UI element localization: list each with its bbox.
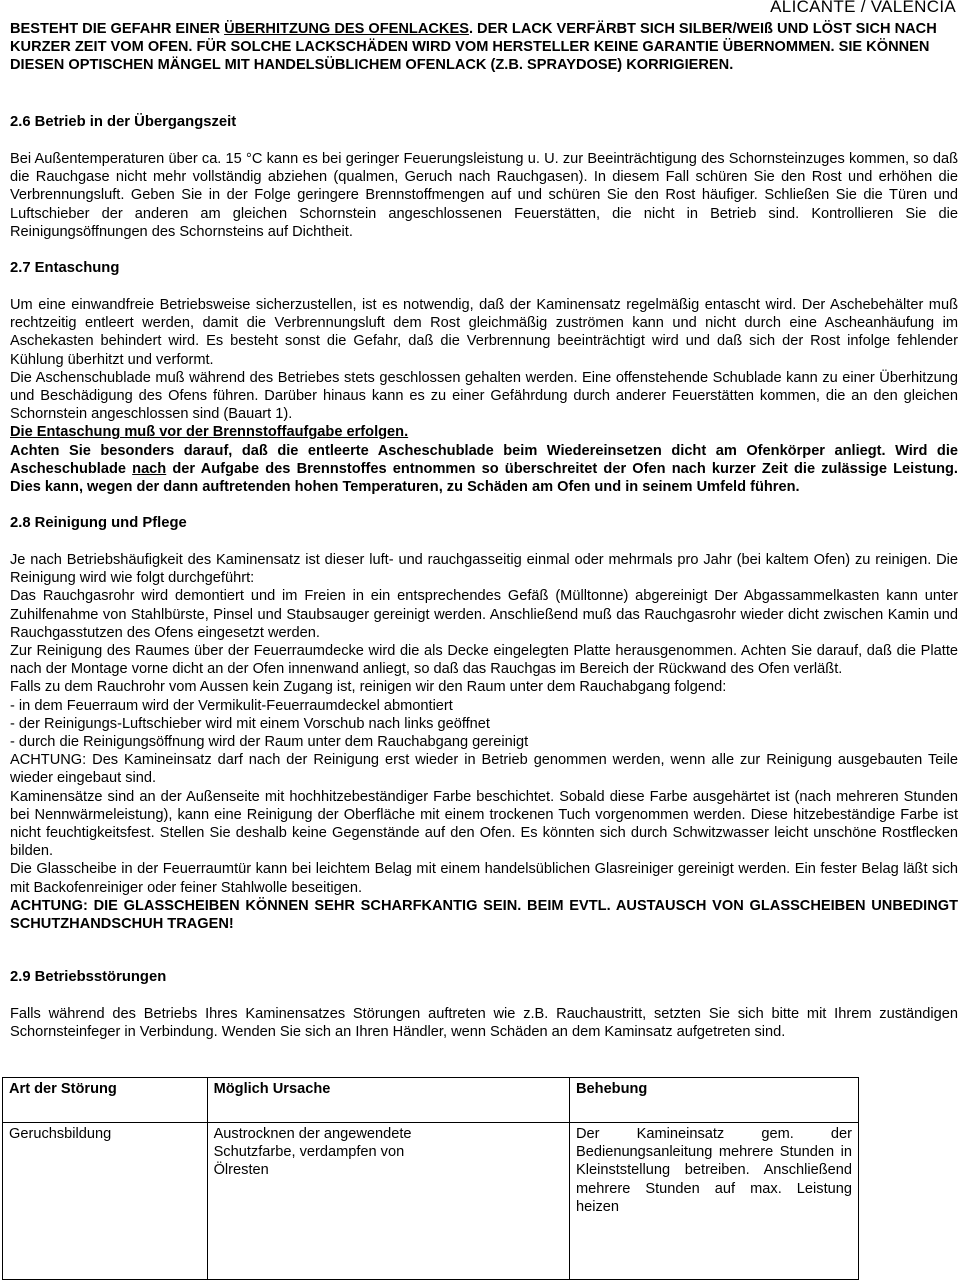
section-2-8-body: [10, 551, 958, 933]
list-item: - durch die Reinigungsöffnung wird der Raum unter dem Rauchabgang gereinigt: [10, 734, 529, 751]
lacquer-warning: [10, 20, 958, 75]
section-2-8-paragraph-6: [10, 788, 958, 861]
cleaning-steps-list: [10, 697, 958, 752]
section-2-8-text-1a: Je nach Betriebshäufigkeit des Kaminensatz ist dieser luft- und rauchgasseitig einmal oder mehrmals pro Jahr (bei kaltem Ofen) zu reinigen.: [10, 552, 932, 568]
list-item: - der Reinigungs-Luftschieber wird mit einem Vorschub nach links geöffnet: [10, 715, 490, 732]
table-row: [3, 1123, 859, 1280]
section-2-8-heading: 2.8 Reinigung und Pflege: [10, 515, 187, 531]
section-2-6-body: [10, 150, 958, 241]
section-2-6-text-b: In diesem Fall schüren Sie den Rost und erhöhen die Verbrennungsluft. Geben Sie in der Folge geringere Brennstoffmengen auf und schüren Sie den Rost häufiger. Schließen Sie die Türen und Luftschieber der anderen am gleichen Schornstein angeschlossenen Feuerstätten, die nicht in Betrieb sind. Kontrollieren Sie die Reinigungsöffnungen des Schornsteins auf Dichtheit.: [10, 169, 959, 240]
lacquer-warning-underlined: ÜBERHITZUNG DES OFENLACKES: [224, 21, 469, 37]
section-2-8-paragraph-5: ACHTUNG: Des Kamineinsatz darf nach der Reinigung erst wieder in Betrieb genommen werden, wenn alle zur Reinigung ausgebauten Teile wieder eingebaut sind.: [10, 752, 958, 787]
section-2-9-body: [10, 1005, 958, 1041]
section-2-7-paragraph-1: Um eine einwandfreie Betriebsweise sicherzustellen, ist es notwendig, daß der Kaminensatz regelmäßig entascht wird. Der Aschebehälter muß rechtzeitig entleert werden, damit die Verbrennungsluft dem Rost gleichmäßig zuströmen kann und nicht durch eine Ascheanhäufung im Aschekasten behindert wird. Es besteht sonst die Gefahr, daß die Verbrennung beeinträchtigt wird und daß sich der Rost infolge fehlender Kühlung überhitzt und verformt.: [10, 297, 958, 368]
section-2-9-paragraph: Falls während des Betriebs Ihres Kaminensatzes Störungen auftreten wie z.B. Rauchaustritt, setzten Sie sich bitte mit Ihrem zuständigen Schornsteinfeger in Verbindung. Wenden Sie sich an Ihren Händler, wenn Schäden an dem Kaminsatz aufgetreten sind.: [10, 1006, 958, 1041]
column-header-art: Art der Störung: [3, 1078, 208, 1123]
section-2-8-paragraph-7: Die Glasscheibe in der Feuerraumtür kann bei leichtem Belag mit einem handelsüblichen Glasreiniger gereinigt werden. Ein fester Belag läßt sich mit Backofenreiniger oder feiner Stahlwolle beseitigen.: [10, 861, 958, 896]
section-2-7-warning-underlined: nach: [132, 460, 167, 477]
section-2-7-body: [10, 296, 958, 496]
section-2-8-paragraph-3: Zur Reinigung des Raumes über der Feuerraumdecke wird die als Decke eingelegten Platte herausgenommen. Achten Sie darauf, daß die Platte nach der Montage vorne dicht an der Ofen innenwand anliegt, so daß das Rauchgas im Bereich der Rückwand des Ofen verläßt.: [10, 643, 958, 678]
section-2-8-text-1b: Die Reinigung wird wie folgt durchgeführt:: [10, 552, 959, 587]
cell-behebung-text: Der Kamineinsatz gem. der Bedienungsanleitung mehrere Stunden in Kleinststellung betreiben. Anschließend mehrere Stunden auf max. Leistung heizen: [576, 1126, 852, 1215]
cell-ursache: [207, 1123, 569, 1280]
section-2-8-paragraph-4: Falls zu dem Rauchrohr vom Aussen kein Zugang ist, reinigen wir den Raum unter dem Rauchabgang folgend:: [10, 679, 727, 696]
section-2-6-text-a: Bei Außentemperaturen über ca. 15 °C kann es bei geringer Feuerungsleistung u. U. zur Beeinträchtigung des Schornsteinzuges kommen, so daß die Rauchgase nicht mehr vollständig abziehen (qualmen, Geruch nach Rauchgasen).: [10, 151, 958, 186]
lacquer-warning-rest: . DER LACK VERFÄRBT SICH SILBER/WEIß UND LÖST SICH NACH KURZER ZEIT VOM OFEN. FÜR SOLCHE LACKSCHÄDEN WIRD VOM HERSTELLER KEINE GARANTIE ÜBERNOMMEN. SIE KÖNNEN DIESEN OPTISCHEN MÄNGEL MIT HANDELSÜBLICHEM OFENLACK (Z.B. SPRAYDOSE) KORRIGIEREN.: [10, 21, 937, 74]
section-2-8-text-2a: Das Rauchgasrohr wird demontiert und im Freien in ein entsprechendes Gefäß (Mülltonne) abgereinigt Der Abgassammelkasten kann unter Zuhilfenahme von Stahlbürste, Pinsel und Staubsauger gereinigt werden.: [10, 588, 958, 623]
section-2-6-paragraph: [10, 150, 958, 241]
section-2-8-text-2b: Anschließend muß das Rauchgasrohr wieder dicht zwischen Kamin und Rauchgasstutzen des Ofens eingesetzt werden.: [10, 606, 958, 641]
section-2-6-heading: 2.6 Betrieb in der Übergangszeit: [10, 114, 237, 130]
table-header-row: [3, 1078, 859, 1123]
section-2-8-text-6b: Stellen Sie deshalb keine Gegenstände auf den Ofen. Es könnten sich durch Schwitzwasser leicht unschöne Rostflecken bilden.: [10, 825, 958, 860]
section-2-7-paragraph-2: Die Aschenschublade muß während des Betriebes stets geschlossen gehalten werden. Eine offenstehende Schublade kann zu einer Überhitzung und Beschädigung des Ofens führen. Darüber hinaus kann es zu einer Gefährdung durch anderer Feuerstätten kommen, die an den gleichen Schornstein angeschlossen sind (Bauart 1).: [10, 369, 958, 423]
list-item: - in dem Feuerraum wird der Vermikulit-Feuerraumdeckel abmontiert: [10, 697, 453, 714]
cell-art: Geruchsbildung: [3, 1123, 208, 1280]
location-header: ALICANTE / VALENCIA: [770, 0, 956, 16]
section-2-7-warning-lead: Achten Sie besonders darauf, daß die entleerte Ascheschublade beim Wiedereinsetzen dicht am Ofenkörper anliegt. Wird die Ascheschublade: [10, 442, 958, 477]
column-header-behebung: Behebung: [570, 1078, 859, 1123]
lacquer-warning-lead: BESTEHT DIE GEFAHR EINER: [10, 21, 225, 37]
section-2-8-paragraph-2: [10, 587, 958, 642]
section-2-7-emphasis: Die Entaschung muß vor der Brennstoffaufgabe erfolgen.: [10, 424, 409, 441]
section-2-7-warning: [10, 442, 958, 497]
glass-warning: ACHTUNG: DIE GLASSCHEIBEN KÖNNEN SEHR SCHARFKANTIG SEIN. BEIM EVTL. AUSTAUSCH VON GLASSCHEIBEN UNBEDINGT SCHUTZHANDSCHUH TRAGEN!: [10, 897, 958, 933]
cell-behebung: [570, 1123, 859, 1280]
fault-table: [2, 1077, 859, 1280]
section-2-8-text-6a: Kaminensätze sind an der Außenseite mit hochhitzebeständiger Farbe beschichtet. Sobald diese Farbe ausgehärtet ist (nach mehreren Stunden bei Nennwärmeleistung), kann eine Reinigung der Oberfläche mit einem trockenen Tuch vorgenommen werden. Diese hitzebeständige Farbe ist nicht feuchtigkeitsfest.: [10, 788, 958, 842]
section-2-9-heading: 2.9 Betriebsstörungen: [10, 969, 167, 985]
column-header-ursache: Möglich Ursache: [207, 1078, 569, 1123]
section-2-8-paragraph-1: [10, 551, 958, 587]
section-2-7-heading: 2.7 Entaschung: [10, 260, 120, 276]
cell-ursache-text: Austrocknen der angewendete Schutzfarbe, verdampfen von Ölresten: [213, 1126, 412, 1179]
section-2-7-warning-rest: der Aufgabe des Brennstoffes entnommen so überschreitet der Ofen nach kurzer Zeit die zulässige Leistung. Dies kann, wegen der dann auftretenden hohen Temperaturen, zu Schäden am Ofen und in seinem Umfeld führen.: [10, 460, 958, 496]
